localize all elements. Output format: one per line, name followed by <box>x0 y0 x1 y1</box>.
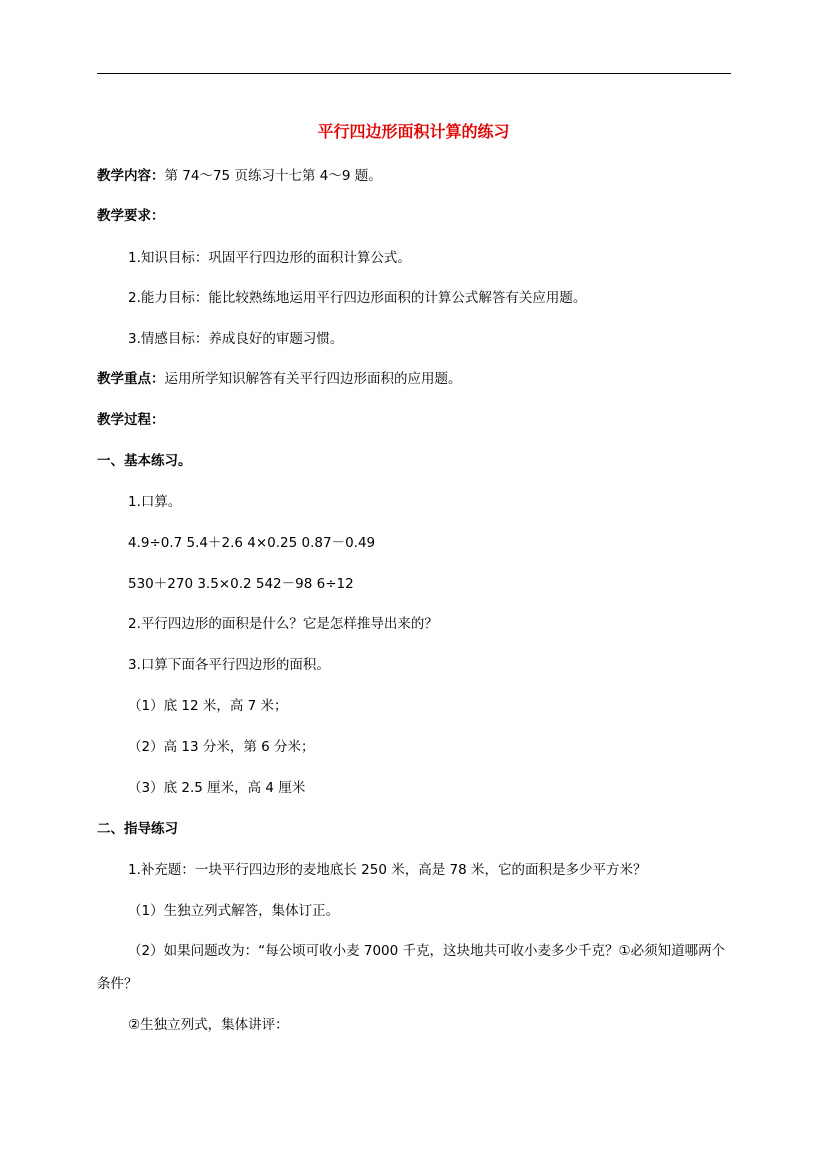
section1-line: （1）底 12 米，高 7 米； <box>128 698 288 714</box>
section1-line: 2.平行四边形的面积是什么？它是怎样推导出来的？ <box>128 616 438 632</box>
section1-line: （3）底 2.5 厘米，高 4 厘米 <box>128 780 306 796</box>
teaching-content <box>97 166 382 186</box>
section1-heading: 一、基本练习。 <box>97 453 192 469</box>
key-point <box>97 369 462 389</box>
teaching-content-text: 第 74～75 页练习十七第 4～9 题。 <box>164 168 382 184</box>
section1-line: 1.口算。 <box>128 494 182 510</box>
header-rule <box>97 73 731 74</box>
section2-line: （1）生独立列式解答，集体订正。 <box>128 903 340 919</box>
teaching-content-label: 教学内容： <box>97 168 165 184</box>
requirements-label: 教学要求： <box>97 208 165 224</box>
section1-line: 530＋270 3.5×0.2 542－98 6÷12 <box>128 576 354 592</box>
requirement-item: 2.能力目标：能比较熟练地运用平行四边形面积的计算公式解答有关应用题。 <box>128 290 587 306</box>
section1-line: 3.口算下面各平行四边形的面积。 <box>128 657 330 673</box>
requirement-item: 3.情感目标：养成良好的审题习惯。 <box>128 331 344 347</box>
section2-line: ②生独立列式，集体讲评： <box>128 1017 289 1033</box>
process-label: 教学过程： <box>97 412 165 428</box>
key-point-label: 教学重点： <box>97 371 165 387</box>
section1-line: （2）高 13 分米，第 6 分米； <box>128 739 315 755</box>
page-title: 平行四边形面积计算的练习 <box>317 122 510 141</box>
section1-line: 4.9÷0.7 5.4＋2.6 4×0.25 0.87－0.49 <box>128 535 376 551</box>
requirement-item: 1.知识目标：巩固平行四边形的面积计算公式。 <box>128 250 411 266</box>
section2-line: 1.补充题：一块平行四边形的麦地底长 250 米，高是 78 米，它的面积是多少平方米？ <box>128 862 647 878</box>
key-point-text: 运用所学知识解答有关平行四边形面积的应用题。 <box>164 371 462 387</box>
section2-line: （2）如果问题改为：“每公顷可收小麦 7000 千克，这块地共可收小麦多少千克？①必须知道哪两个条件？ <box>97 943 726 992</box>
section2-heading: 二、指导练习 <box>97 821 178 837</box>
